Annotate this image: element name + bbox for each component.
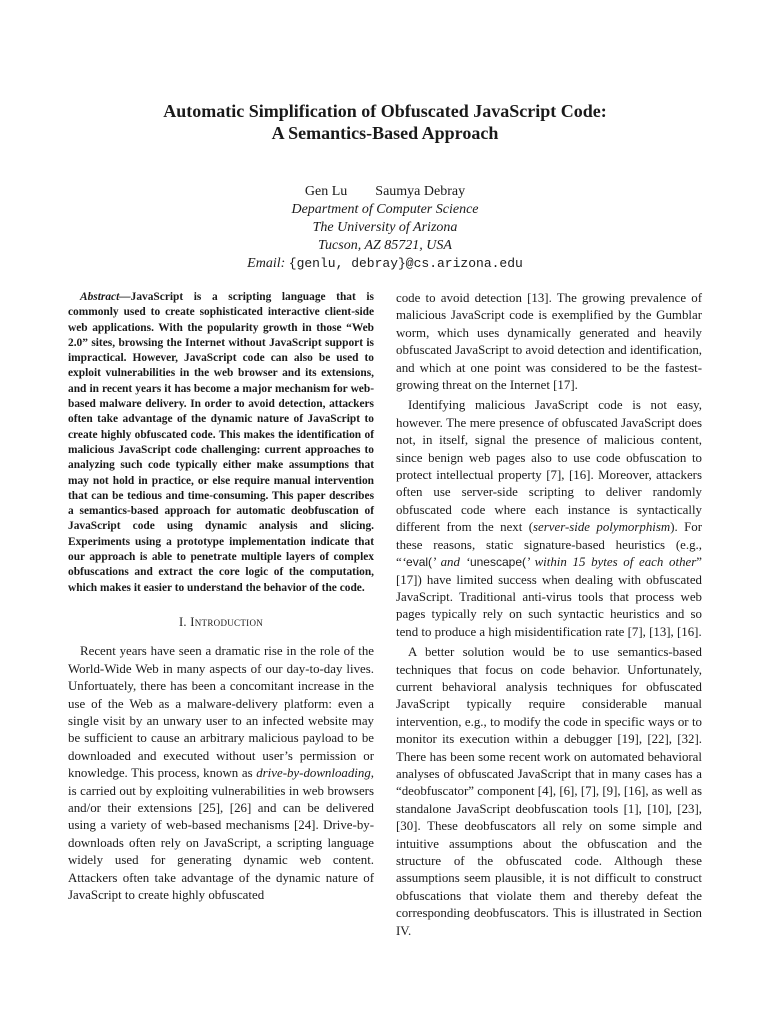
right-p2-quote-3: ’ within 15 bytes of each other (526, 555, 697, 570)
right-p2-text-c: ” [17]) have limited success when dealing with obfuscated JavaScript. Traditional anti-virus tools that process web pages typically rely on such syntactic heuristics and so tend to produce a high misidentification rate [7], [13], [16]. (396, 555, 702, 639)
right-p2-text-b: ). For these reasons, static signature-based heuristics (e.g., “ (396, 520, 703, 570)
author-names (0, 183, 770, 201)
code-unescape: unescape( (469, 555, 526, 570)
right-column (396, 290, 702, 940)
author-gen-lu: Gen Lu (304, 184, 348, 199)
title-line-1: Automatic Simplification of Obfuscated JavaScript Code: (163, 101, 607, 121)
right-p2-quote-1: ‘ (401, 555, 407, 570)
section-number: I. (178, 614, 187, 629)
email-label: Email: (247, 256, 286, 271)
department: Department of Computer Science (291, 202, 479, 217)
email-line (0, 255, 770, 273)
intro-p1-text-a: Recent years have seen a dramatic rise in the role of the World-Wide Web in many aspects of our day-to-day lives. Unfortuately, there has been a concomitant increase in the use of the Web as a malware-delivery platform: even a single visit by an unwary user to an infected website may be sufficient to cause an arbitrary malicious payload to be downloaded and executed without user’s permission or knowledge. This process, known as (68, 644, 374, 781)
intro-paragraph-1 (68, 643, 374, 904)
paper-title (0, 100, 770, 144)
section-title: Introduction (190, 614, 264, 629)
right-paragraph-3: A better solution would be to use semantics-based techniques that focus on code behavior. Unfortunately, current behavioral analysis techniques for obfuscated JavaScript typically require considerable manual intervention, e.g., to modify the code in specific ways or to monitor its execution within a debugger [19], [22], [32]. There has been some recent work on automated behavioral analyses of obfuscated JavaScript that in many cases has a “deobfuscator” component [4], [6], [7], [9], [16], as well as standalone JavaScript deobfuscation tools [1], [10], [23], [30]. These deobfuscators all rely on some simple and intuitive assumptions about the obfuscation and the structure of the obfuscated code. Although these assumptions seem plausible, it is not difficult to construct obfuscations that violate them and thereby defeat the corresponding deobfuscators. This is illustrated in Section IV. (396, 645, 702, 938)
code-eval: eval( (406, 555, 433, 570)
right-p2-emphasis: server-side polymorphism (533, 520, 671, 535)
right-p2-quote-2: ’ and ‘ (432, 555, 470, 570)
title-line-2: A Semantics-Based Approach (271, 123, 499, 143)
intro-p1-emphasis: drive-by-downloading (256, 766, 371, 781)
address: Tucson, AZ 85721, USA (318, 238, 452, 253)
author-block (0, 183, 770, 273)
university: The University of Arizona (312, 220, 458, 235)
abstract-label: Abstract— (80, 291, 131, 303)
author-saumya-debray: Saumya Debray (375, 184, 466, 199)
abstract (68, 290, 374, 596)
intro-p1-text-b: , is carried out by exploiting vulnerabilities in web browsers and/or their extensions [25], [26] and can be delivered using a variety of web-based mechanisms [24]. Drive-by-downloads often rely on JavaScript, a scripting language widely used for generating dynamic web content. Attackers often take advantage of the dynamic nature of JavaScript to create highly obfuscated (68, 766, 374, 903)
section-heading-introduction (68, 614, 374, 631)
left-column (68, 290, 374, 904)
email-address: {genlu, debray}@cs.arizona.edu (288, 256, 523, 271)
right-paragraph-1: code to avoid detection [13]. The growing prevalence of malicious JavaScript code is exemplified by the Gumblar worm, which uses dynamically generated and heavily obfuscated JavaScript to avoid detection and identification, and which at one point was considered to be the fastest-growing threat on the Internet [17]. (396, 291, 702, 393)
abstract-text: JavaScript is a scripting language that is commonly used to create sophisticated interactive client-side web applications. With the popularity growth in those “Web 2.0” sites, browsing the Internet without JavaScript support is impractical. However, JavaScript code can also be used to exploit vulnerabilities in the web browser and its extensions, and in recent years it has become a major mechanism for web-based malware delivery. In order to avoid detection, attackers often take advantage of the dynamic nature of JavaScript to create highly obfuscated code. This makes the identification of malicious JavaScript code challenging: current approaches to analyzing such code typically either make assumptions that may not hold in practice, or else require manual intervention that can be tedious and time-consuming. This paper describes a semantics-based approach for automatic deobfuscation of JavaScript code using dynamic analysis and slicing. Experiments using a prototype implementation indicate that our approach is able to penetrate multiple layers of complex obfuscations and extract the core logic of the computation, which makes it easier to understand the behavior of the code. (68, 291, 374, 594)
right-paragraph-2 (396, 397, 702, 641)
right-p2-text-a: Identifying malicious JavaScript code is not easy, however. The mere presence of obfuscated JavaScript does not, in itself, signal the presence of malicious content, since benign web pages also to use code obfuscation to protect intellectual property [7], [16]. Moreover, attackers often use server-side scripting to deliver randomly obfuscated code where each instance is syntactically different from the next ( (396, 398, 702, 535)
